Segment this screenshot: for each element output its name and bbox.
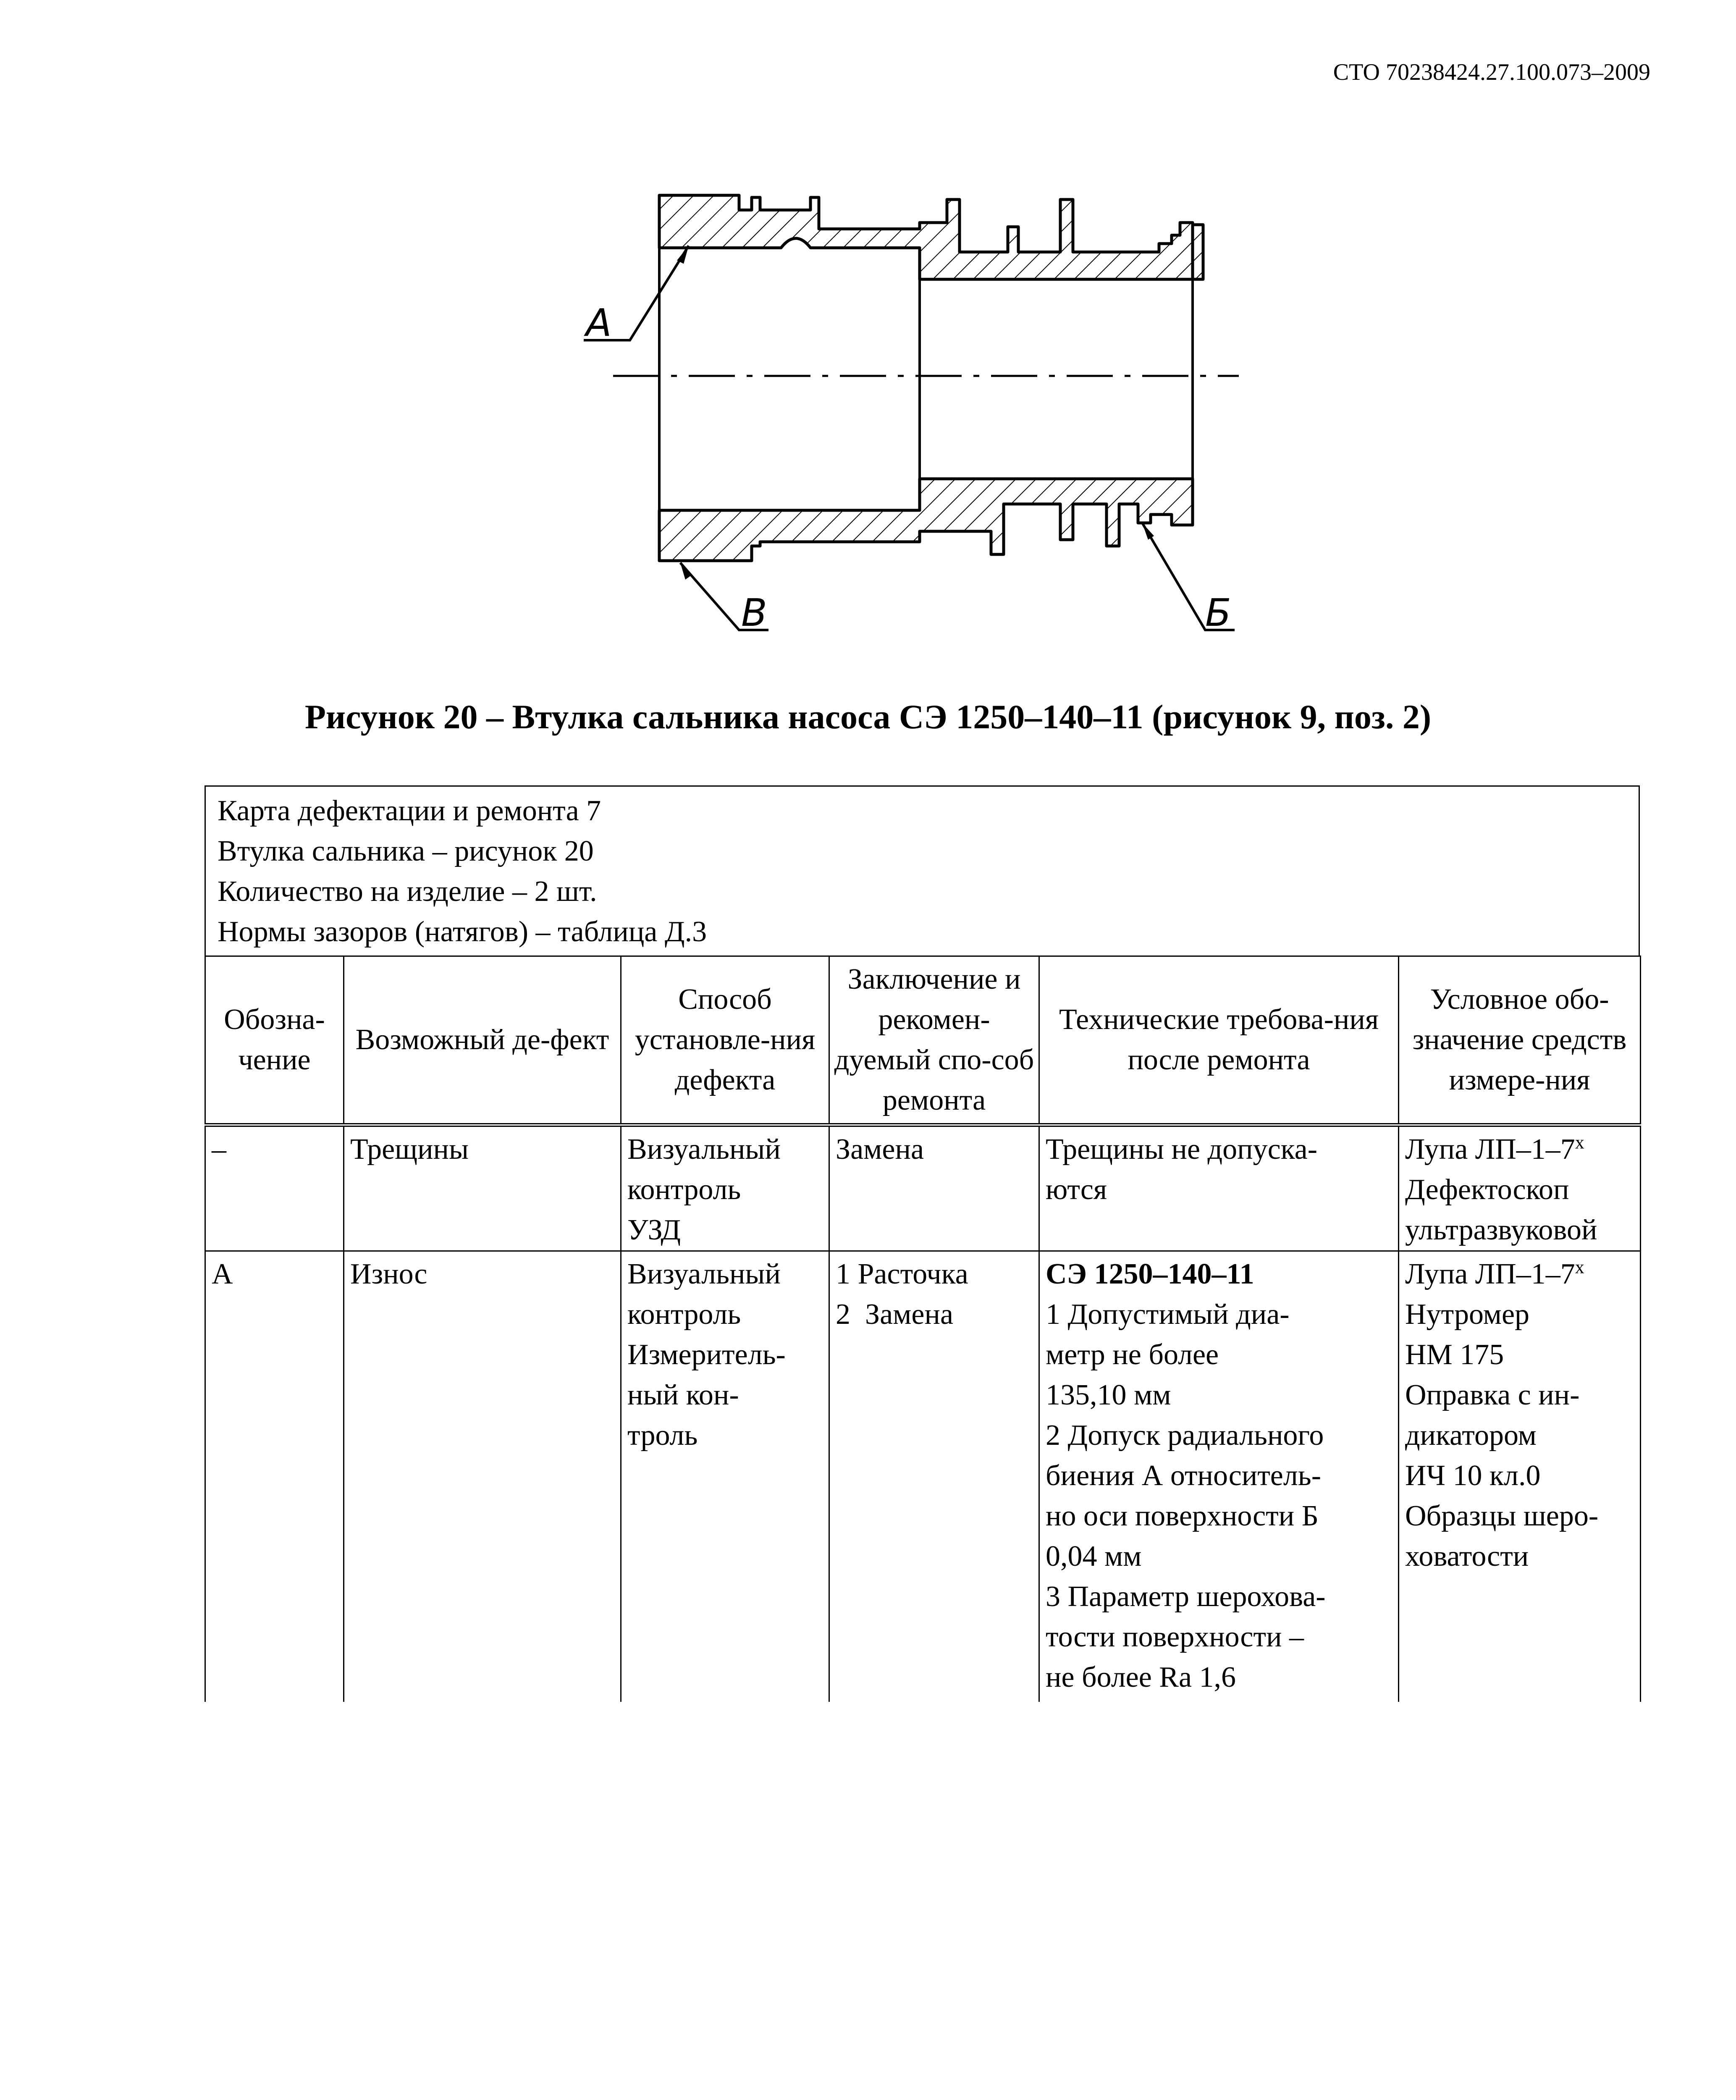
line [1405, 1254, 1634, 1294]
line: но оси поверхности Б [1046, 1500, 1319, 1532]
line: Дефектоскоп [1405, 1173, 1569, 1206]
line: Измеритель- [627, 1339, 786, 1371]
cell-repair-method [829, 1125, 1039, 1251]
line: Визуальный [627, 1258, 781, 1290]
cell-requirements [1039, 1125, 1399, 1251]
line: ный кон- [627, 1379, 739, 1411]
line: Замена [836, 1133, 924, 1166]
cell-requirements [1039, 1251, 1399, 1702]
line: 1 Расточка [836, 1258, 968, 1290]
cell-defect: Трещины [344, 1125, 621, 1251]
figure-caption: Рисунок 20 – Втулка сальника насоса СЭ 1250–140–11 (рисунок 9, поз. 2) [304, 698, 1432, 736]
header-requirements: Технические требова-ния после ремонта [1039, 956, 1399, 1125]
table-row [205, 1125, 1641, 1251]
line: 1 Допустимый диа- [1046, 1298, 1290, 1331]
defect-table [205, 956, 1641, 1702]
cell-designation: А [205, 1251, 344, 1702]
card-part: Втулка сальника – рисунок 20 [218, 835, 594, 867]
cell-defect: Износ [344, 1251, 621, 1702]
line: дикатором [1405, 1419, 1537, 1452]
requirements-title: СЭ 1250–140–11 [1046, 1258, 1254, 1290]
line: Трещины не допуска- [1046, 1133, 1318, 1166]
header-defect: Возможный де-фект [344, 956, 621, 1125]
line: троль [627, 1419, 698, 1452]
line: Нутромер [1405, 1298, 1530, 1331]
tool-superscript: х [1575, 1257, 1584, 1278]
cell-detection-method [621, 1251, 829, 1702]
line: контроль [627, 1173, 741, 1206]
line: 2 Замена [836, 1298, 954, 1331]
cell-repair-method [829, 1251, 1039, 1702]
line: УЗД [627, 1214, 681, 1246]
card-header [205, 785, 1640, 956]
line: ховатости [1405, 1540, 1529, 1572]
line: 2 Допуск радиального [1046, 1419, 1324, 1452]
table-row [205, 1251, 1641, 1702]
line: метр не более [1046, 1339, 1219, 1371]
header-measuring-tools: Условное обо-значение средств измере-ния [1399, 956, 1641, 1125]
line: 3 Параметр шерохова- [1046, 1580, 1326, 1613]
cell-detection-method [621, 1125, 829, 1251]
line: Образцы шеро- [1405, 1500, 1599, 1532]
table-header-row [205, 956, 1641, 1125]
top-wall-section [659, 195, 1203, 279]
line: 135,10 мм [1046, 1379, 1171, 1411]
defect-repair-card [205, 785, 1640, 1702]
line [1405, 1129, 1634, 1170]
label-a: А [586, 301, 612, 345]
line: контроль [627, 1298, 741, 1331]
tool-superscript: х [1575, 1132, 1584, 1153]
tool-name: Лупа ЛП–1–7 [1405, 1258, 1575, 1290]
label-v: В [741, 591, 767, 635]
line: Оправка с ин- [1405, 1379, 1580, 1411]
line: не более Ra 1,6 [1046, 1661, 1236, 1693]
card-clearance-norms: Нормы зазоров (натягов) – таблица Д.3 [218, 916, 707, 948]
cell-measuring-tools [1399, 1125, 1641, 1251]
cell-measuring-tools [1399, 1251, 1641, 1702]
header-repair-method: Заключение и рекомен-дуемый спо-соб ремонта [829, 956, 1039, 1125]
sleeve-drawing [0, 0, 1736, 672]
line: биения А относитель- [1046, 1460, 1322, 1492]
header-detection-method: Способ установле-ния дефекта [621, 956, 829, 1125]
tool-name: Лупа ЛП–1–7 [1405, 1133, 1575, 1166]
line: ются [1046, 1173, 1107, 1206]
cell-designation: – [205, 1125, 344, 1251]
label-b: Б [1205, 591, 1231, 635]
document-code: СТО 70238424.27.100.073–2009 [1333, 59, 1650, 85]
line: Визуальный [627, 1133, 781, 1166]
card-quantity: Количество на изделие – 2 шт. [218, 875, 597, 908]
card-title: Карта дефектации и ремонта 7 [218, 795, 601, 827]
line: ИЧ 10 кл.0 [1405, 1460, 1541, 1492]
line: НМ 175 [1405, 1339, 1504, 1371]
line: тости поверхности – [1046, 1621, 1304, 1653]
bottom-wall-section [659, 479, 1193, 561]
line: 0,04 мм [1046, 1540, 1142, 1572]
line: ультразвуковой [1405, 1214, 1597, 1246]
header-designation: Обозна-чение [205, 956, 344, 1125]
